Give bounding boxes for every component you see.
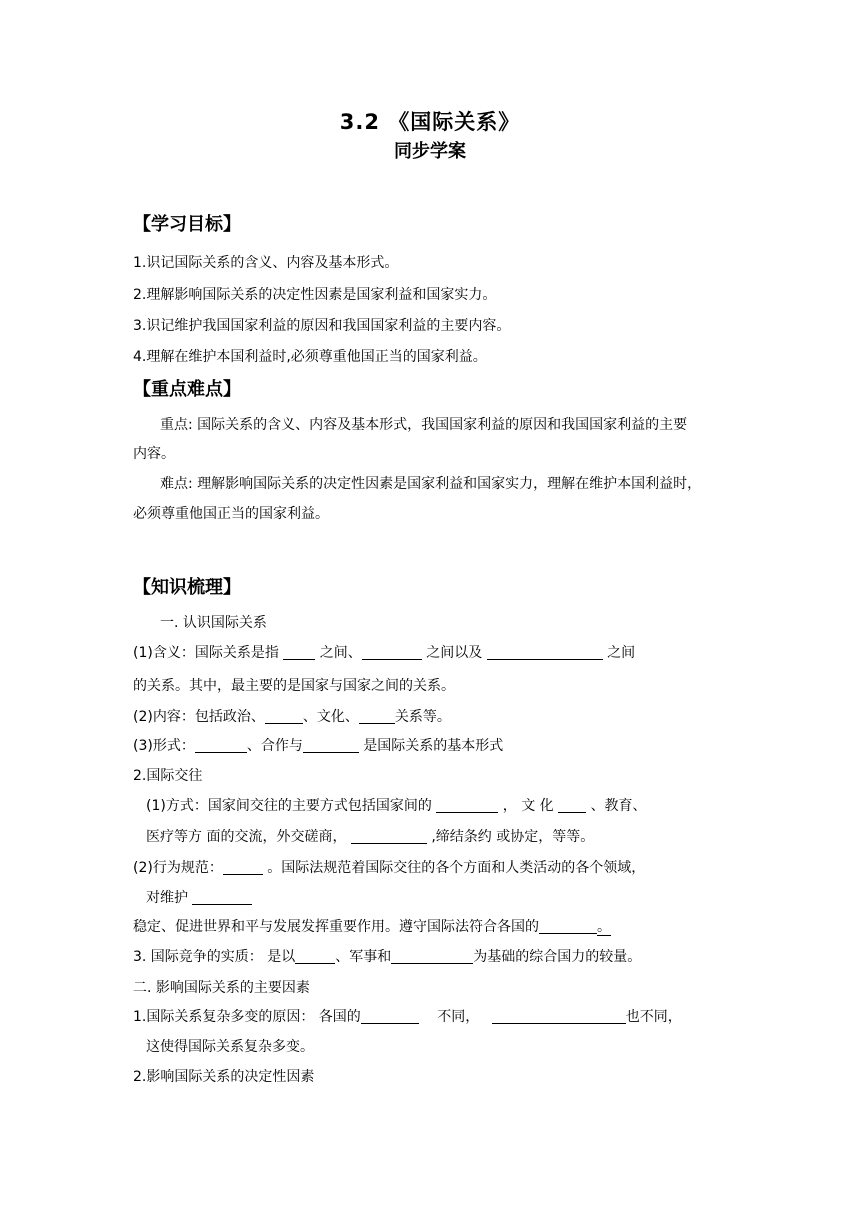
blank-field[interactable] <box>487 645 603 660</box>
blank-field[interactable] <box>265 709 303 724</box>
section-heading-key-points: 【重点难点】 <box>133 379 241 400</box>
blank-field[interactable] <box>223 860 263 875</box>
behavior-norm-line-3: 稳定、促进世界和平与发展发挥重要作用。遵守国际法符合各国的 。 <box>133 919 611 935</box>
international-exchange-title: 2.国际交往 <box>133 768 203 784</box>
form-line: (3)形式： 、合作与 是国际关系的基本形式 <box>133 738 504 754</box>
goal-item-2: 2.理解影响国际关系的决定性因素是国家利益和国家实力。 <box>133 287 497 303</box>
blank-field[interactable] <box>303 738 359 753</box>
blank-field[interactable] <box>436 798 498 813</box>
blank-field[interactable] <box>539 919 597 934</box>
complexity-reason-line: 1.国际关系复杂多变的原因： 各国的 不同， 也不同， <box>133 1009 682 1025</box>
document-subtitle: 同步学案 <box>394 141 466 162</box>
section-heading-learning-goals: 【学习目标】 <box>133 214 241 235</box>
content-line: (2)内容：包括政治、 、文化、 关系等。 <box>133 709 451 725</box>
exchange-method-line: (1)方式：国家间交往的主要方式包括国家间的 ， 文 化 、教育、 <box>146 798 647 814</box>
subsection-1-title: 一. 认识国际关系 <box>160 615 267 631</box>
complexity-reason-line-2: 这使得国际关系复杂多变。 <box>146 1039 314 1055</box>
blank-field[interactable] <box>283 645 315 660</box>
goal-item-4: 4.理解在维护本国利益时,必须尊重他国正当的国家利益。 <box>133 349 487 365</box>
key-point-line-1: 重点: 国际关系的含义、内容及基本形式，我国国家利益的原因和我国国家利益的主要 <box>160 417 688 433</box>
decisive-factor-title: 2.影响国际关系的决定性因素 <box>133 1069 315 1085</box>
behavior-norm-line: (2)行为规范： 。国际法规范着国际交往的各个方面和人类活动的各个领域， <box>133 860 646 876</box>
blank-field[interactable] <box>351 829 427 844</box>
goal-item-3: 3.识记维护我国国家利益的原因和我国国家利益的主要内容。 <box>133 318 511 334</box>
blank-field[interactable] <box>362 645 422 660</box>
definition-line-2: 的关系。其中，最主要的是国家与国家之间的关系。 <box>133 678 455 694</box>
section-heading-knowledge: 【知识梳理】 <box>133 577 241 598</box>
behavior-norm-line-2: 对维护 <box>146 887 252 907</box>
blank-field[interactable] <box>361 1009 419 1024</box>
blank-field[interactable] <box>195 738 247 753</box>
blank-field[interactable] <box>492 1009 626 1024</box>
definition-line: (1)含义：国际关系是指 之间、 之间以及 之间 <box>133 645 636 661</box>
blank-field[interactable] <box>192 890 252 905</box>
document-title: 3.2 《国际关系》 <box>339 110 521 134</box>
blank-field[interactable] <box>295 949 335 964</box>
competition-essence-line: 3. 国际竞争的实质： 是以 、军事和 为基础的综合国力的较量。 <box>133 949 642 965</box>
blank-field[interactable] <box>558 798 586 813</box>
blank-field[interactable] <box>391 949 473 964</box>
goal-item-1: 1.识记国际关系的含义、内容及基本形式。 <box>133 255 399 271</box>
key-point-line-2: 内容。 <box>133 446 175 462</box>
blank-field[interactable] <box>359 709 395 724</box>
exchange-method-line-2: 医疗等方 面的交流，外交磋商， ,缔结条约 或协定，等等。 <box>146 829 595 845</box>
subsection-2-title: 二. 影响国际关系的主要因素 <box>133 980 310 996</box>
difficulty-line-1: 难点: 理解影响国际关系的决定性因素是国家利益和国家实力，理解在维护本国利益时， <box>160 476 702 492</box>
difficulty-line-2: 必须尊重他国正当的国家利益。 <box>133 506 329 522</box>
